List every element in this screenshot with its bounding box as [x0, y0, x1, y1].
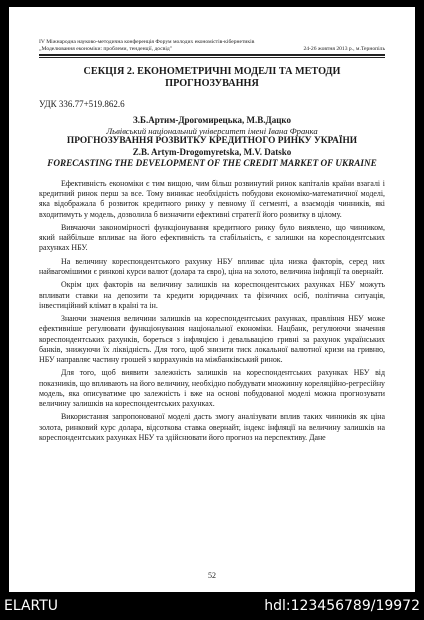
header-rule-thick	[39, 54, 385, 56]
paragraph: Ефективність економіки є тим вищою, чим більш розвинутий ринок капіталів країни взагалі і кредитний ринок перш за все. Тому виникає необхідність побудови економіко-математичної моделі, яка відображала б розвиток кредитного ринку у певному її сегменті, а взаємодія чинників, які входитимуть у модель, дозволила б визначити ефективні стратегії його розвитку в цілому.	[39, 179, 385, 219]
paragraph: Знаючи значення величини залишків на кореспондентських рахунках, правління НБУ може ефективніше регулювати функціонування національної економіки. Нацбанк, регулюючи значення кореспондентських рахунків, бореться з інфляцією і девальвацією гривні за рахунок українських банків, знижуючи їх ліквідність. Для того, щоб знизити тиск локальної валютної кризи на гривню, НБУ направляє частину грошей з коррахунків на міжбанківський ринок.	[39, 314, 385, 364]
section-title: СЕКЦІЯ 2. ЕКОНОМЕТРИЧНІ МОДЕЛІ ТА МЕТОДИ ПРОГНОЗУВАННЯ	[83, 66, 341, 89]
header-rule-thin	[39, 57, 385, 58]
conference-date-place: 24-26 жовтня 2013 р., м.Тернопіль	[303, 46, 385, 52]
paragraph: Вивчаючи закономірності функціонування кредитного ринку було виявлено, що чинником, який найбільше впливає на його ефективність та стабільність, є залишки на кореспондентських рахунках НБУ.	[39, 223, 385, 253]
affiliation: Львівський національний університет імені Івана Франка	[106, 126, 318, 136]
paragraph: Використання запропонованої моделі дасть змогу аналізувати вплив таких чинників як ціна золота, ринковий курс долара, відсоткова ставка овернайт, індекс інфляції на величину залишків на кореспондентських рахунках НБУ та здійснювати його прогноз на перспективу. Дане	[39, 412, 385, 442]
paper-title-ukrainian: ПРОГНОЗУВАННЯ РОЗВИТКУ КРЕДИТНОГО РИНКУ УКРАЇНИ	[66, 136, 358, 146]
repository-name: ELARTU	[4, 598, 59, 614]
handle-identifier: hdl:123456789/19972	[264, 598, 420, 614]
page-number: 52	[208, 571, 216, 580]
paper-title-english: FORECASTING THE DEVELOPMENT OF THE CREDIT MARKET OF UKRAINE	[47, 158, 377, 168]
repository-footer	[0, 592, 424, 620]
document-page	[9, 7, 415, 592]
conference-name: „Моделювання економіки: проблеми, тенденції, досвід"	[39, 46, 173, 52]
paper-body	[39, 179, 385, 443]
paragraph: Для того, щоб виявити залежність залишків на кореспондентських рахунках НБУ від показників, що впливають на його величину, необхідно побудувати множинну кореляційно-регресійну модель, яка описуватиме цю залежність і вже на основі побудованої моделі можна прогнозувати величину залишків на кореспондентських рахунках.	[39, 368, 385, 408]
paragraph: Окрім цих факторів на величину залишків на кореспондентських рахунках НБУ можуть впливати ставки на депозити та кредити юридичних та фізичних осіб, політична ситуація, інвестиційний клімат в країні та ін.	[39, 280, 385, 310]
paragraph: На величину кореспондентського рахунку НБУ впливає ціла низка факторів, серед них найвагомішими є ринкові курси валют (долара та євро), ціна на золото, величина інфляції та овернайт.	[39, 256, 385, 276]
udk-code: УДК 336.77+519.862.6	[39, 99, 125, 109]
conference-header	[39, 39, 385, 60]
conference-line-1: IV Міжнародна науково-методична конференція Форум молодих економістів-кібернетиків	[39, 39, 255, 45]
authors-ukrainian: З.Б.Артим-Дрогомирецька, М.В.Дацко	[133, 115, 291, 125]
authors-english: Z.B. Artym-Drogomyretska, M.V. Datsko	[132, 147, 292, 157]
conference-line-2	[39, 46, 385, 53]
